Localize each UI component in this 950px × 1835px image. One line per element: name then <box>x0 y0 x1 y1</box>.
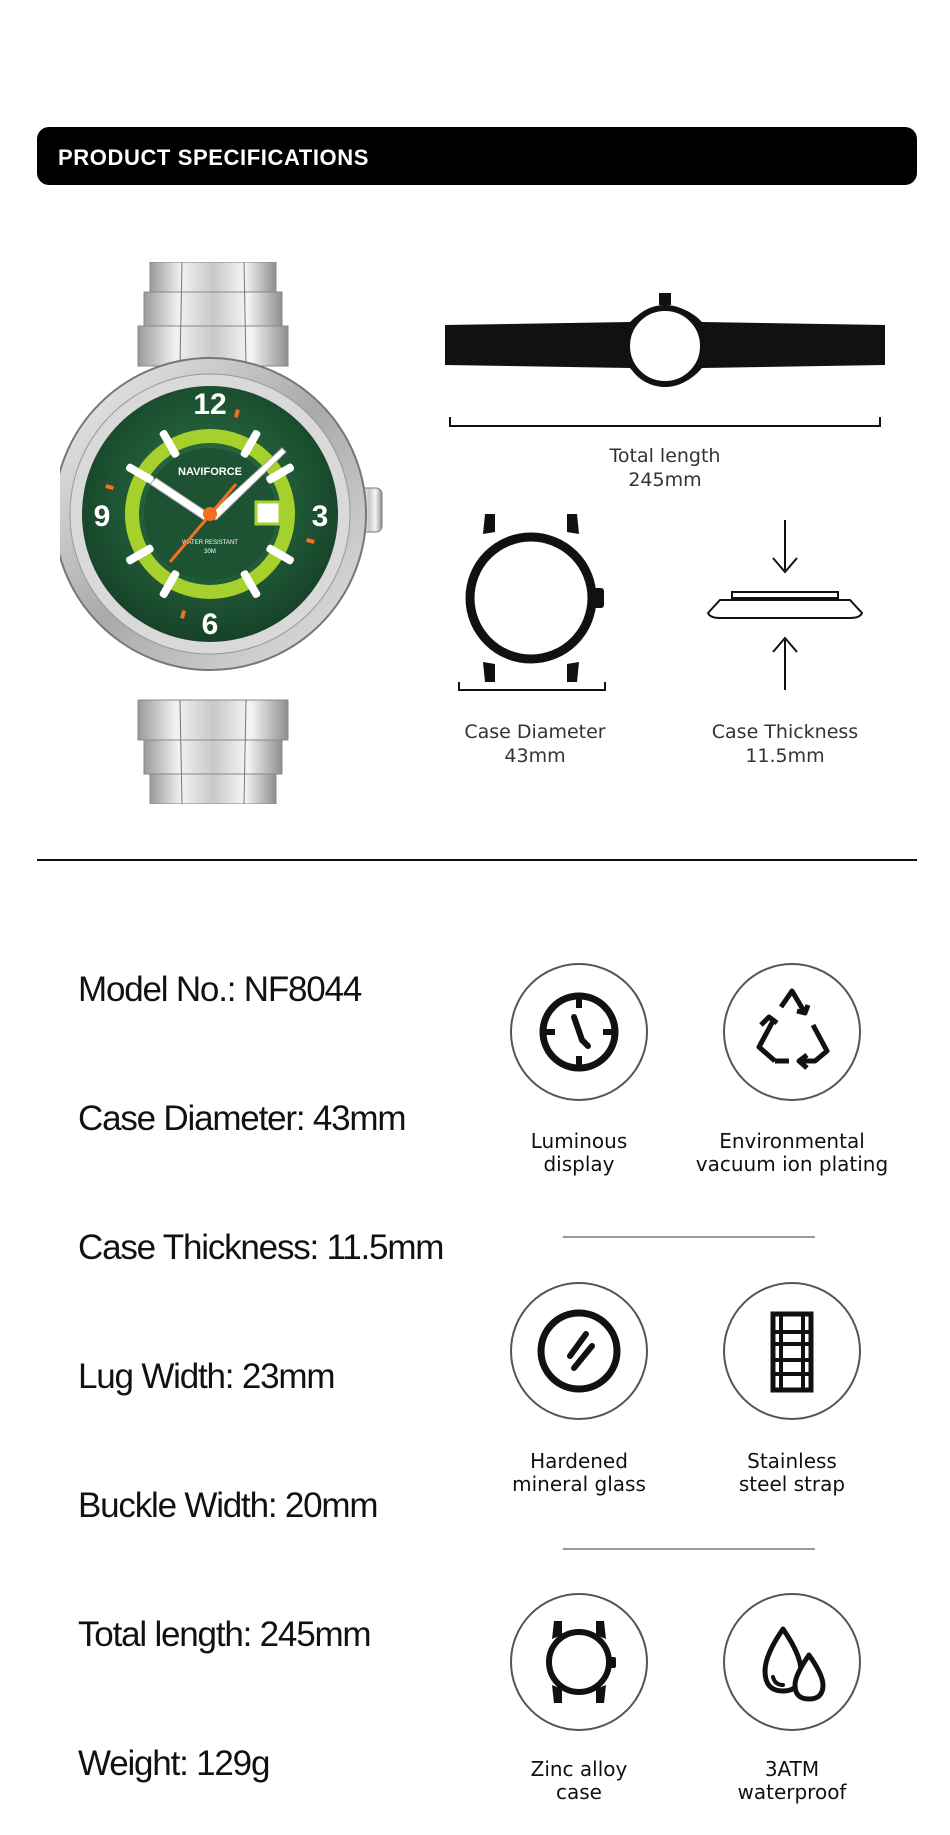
dial-numeral-9: 9 <box>93 500 111 533</box>
water-drops-icon <box>725 1595 859 1729</box>
case-diameter-title: Case Diameter <box>464 721 606 743</box>
product-watch-image <box>60 262 400 804</box>
feature-waterproof-line1: 3ATM <box>764 1757 820 1781</box>
spec-total-length: Total length: 245mm <box>78 1615 371 1654</box>
feature-waterproof-line2: waterproof <box>737 1780 847 1804</box>
feature-glass-circle <box>510 1282 648 1420</box>
dial-numeral-3: 3 <box>311 500 329 533</box>
dial-numeral-12: 12 <box>193 388 227 421</box>
watch-case-icon <box>512 1595 646 1729</box>
feature-luminous-line1: Luminous <box>530 1129 628 1153</box>
dial-subtext: 30M <box>204 549 216 555</box>
steel-strap-icon <box>725 1284 859 1418</box>
feature-glass-line1: Hardened <box>530 1449 628 1473</box>
feature-waterproof-label <box>682 1758 902 1804</box>
spec-weight: Weight: 129g <box>78 1744 270 1783</box>
feature-luminous-label <box>469 1130 689 1176</box>
feature-strap-line2: steel strap <box>738 1472 846 1496</box>
feature-case-line2: case <box>556 1780 602 1804</box>
spec-case-thickness: Case Thickness: 11.5mm <box>78 1228 444 1267</box>
case-diameter-diagram <box>455 512 615 700</box>
case-thickness-title: Case Thickness <box>711 721 859 743</box>
total-length-title: Total length <box>609 445 721 467</box>
case-diameter-value: 43mm <box>504 745 566 767</box>
feature-glass-line2: mineral glass <box>512 1472 646 1496</box>
page-title: PRODUCT SPECIFICATIONS <box>58 145 370 170</box>
feature-luminous-line2: display <box>543 1152 615 1176</box>
total-length-value: 245mm <box>628 469 702 491</box>
feature-separator <box>563 1548 815 1550</box>
strap-length-diagram <box>440 285 890 435</box>
case-thickness-value: 11.5mm <box>745 745 825 767</box>
feature-separator <box>563 1236 815 1238</box>
case-thickness-diagram <box>700 520 870 690</box>
feature-environmental-circle <box>723 963 861 1101</box>
spec-lug-width: Lug Width: 23mm <box>78 1357 335 1396</box>
mineral-glass-icon <box>512 1284 646 1418</box>
feature-strap-label <box>682 1450 902 1496</box>
case-diameter-label <box>445 720 625 768</box>
feature-case-circle <box>510 1593 648 1731</box>
feature-waterproof-circle <box>723 1593 861 1731</box>
feature-environmental-line2: vacuum ion plating <box>695 1152 889 1176</box>
luminous-clock-icon <box>512 965 646 1099</box>
section-divider <box>37 859 917 861</box>
feature-strap-circle <box>723 1282 861 1420</box>
feature-case-label <box>469 1758 689 1804</box>
total-length-label <box>570 444 760 492</box>
feature-case-line1: Zinc alloy <box>530 1757 628 1781</box>
spec-model-no: Model No.: NF8044 <box>78 970 362 1009</box>
spec-case-diameter: Case Diameter: 43mm <box>78 1099 406 1138</box>
dial-numeral-6: 6 <box>201 608 219 641</box>
feature-luminous-circle <box>510 963 648 1101</box>
spec-buckle-width: Buckle Width: 20mm <box>78 1486 378 1525</box>
dial-brand: NAVIFORCE <box>178 466 242 478</box>
dial-text: WATER RESISTANT <box>182 540 238 546</box>
feature-strap-line1: Stainless <box>747 1449 837 1473</box>
case-thickness-label <box>690 720 880 768</box>
feature-environmental-label <box>682 1130 902 1176</box>
feature-glass-label <box>469 1450 689 1496</box>
feature-environmental-line1: Environmental <box>719 1129 865 1153</box>
recycle-icon <box>725 965 859 1099</box>
